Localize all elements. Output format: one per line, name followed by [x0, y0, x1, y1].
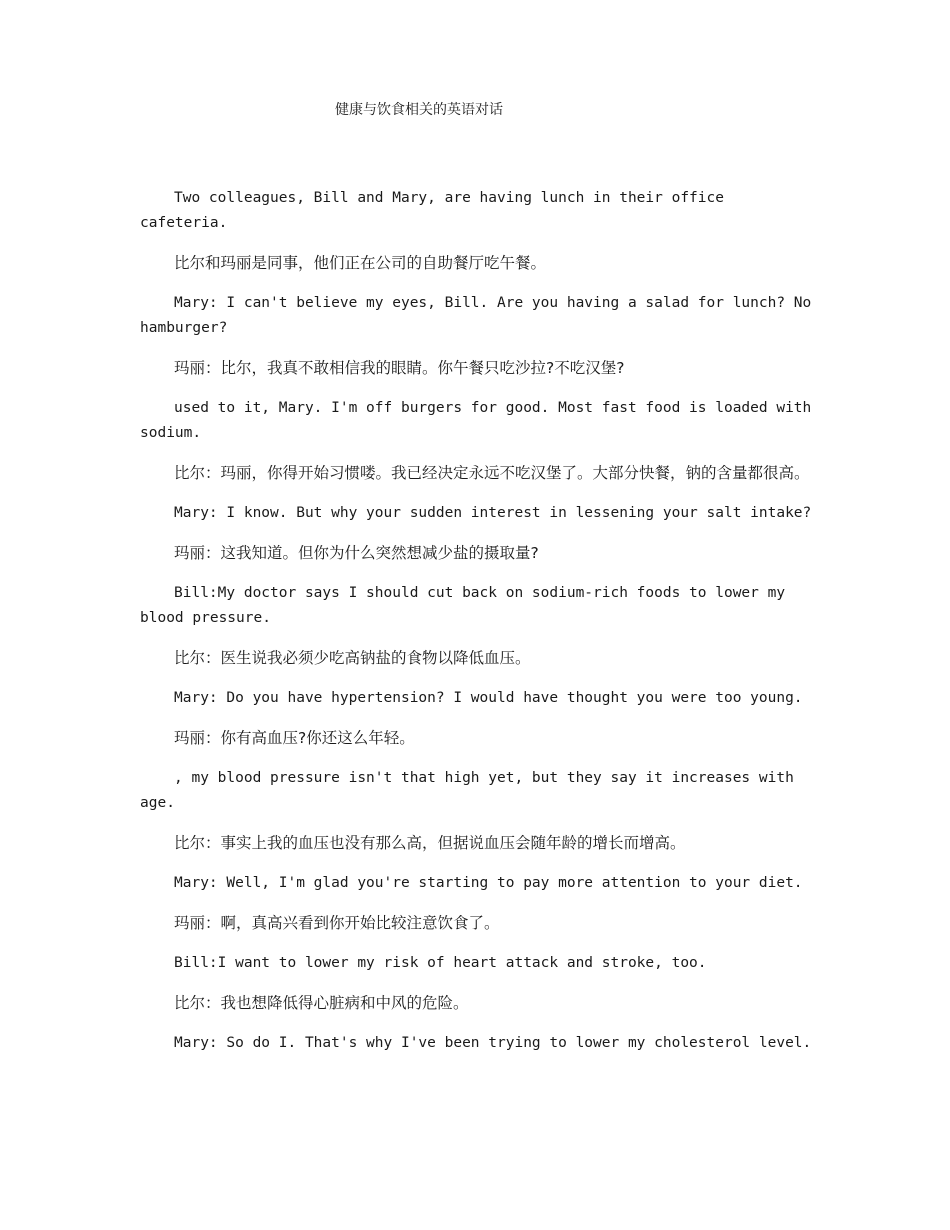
dialogue-paragraph-18: 比尔：我也想降低得心脏病和中风的危险。: [174, 994, 469, 1012]
dialogue-paragraph-10: 比尔：医生说我必须少吃高钠盐的食物以降低血压。: [174, 649, 531, 667]
dialogue-paragraph-16: 玛丽：啊，真高兴看到你开始比较注意饮食了。: [174, 914, 500, 932]
dialogue-paragraph-7: Mary: I know. But why your sudden interest in lessening your salt intake?: [174, 505, 812, 521]
dialogue-paragraph-1: Two colleagues, Bill and Mary, are having lunch in their office cafeteria.: [140, 190, 724, 231]
dialogue-paragraph-3: Mary: I can't believe my eyes, Bill. Are you having a salad for lunch? No hamburger?: [140, 295, 812, 336]
dialogue-paragraph-4: 玛丽：比尔，我真不敢相信我的眼睛。你午餐只吃沙拉?不吃汉堡?: [174, 359, 625, 377]
document-title: 健康与饮食相关的英语对话: [335, 102, 503, 118]
dialogue-paragraph-19: Mary: So do I. That's why I've been trying to lower my cholesterol level.: [174, 1035, 812, 1051]
dialogue-paragraph-14: 比尔：事实上我的血压也没有那么高，但据说血压会随年龄的增长而增高。: [174, 834, 686, 852]
dialogue-paragraph-2: 比尔和玛丽是同事，他们正在公司的自助餐厅吃午餐。: [174, 254, 547, 272]
dialogue-paragraph-5: used to it, Mary. I'm off burgers for good. Most fast food is loaded with sodium.: [140, 400, 812, 441]
dialogue-paragraph-6: 比尔：玛丽，你得开始习惯喽。我已经决定永远不吃汉堡了。大部分快餐，钠的含量都很高。: [174, 464, 810, 482]
dialogue-paragraph-8: 玛丽：这我知道。但你为什么突然想减少盐的摄取量?: [174, 544, 539, 562]
dialogue-paragraph-11: Mary: Do you have hypertension? I would have thought you were too young.: [174, 690, 803, 706]
dialogue-paragraph-9: Bill:My doctor says I should cut back on sodium-rich foods to lower my blood pressure.: [140, 585, 786, 626]
dialogue-paragraph-15: Mary: Well, I'm glad you're starting to pay more attention to your diet.: [174, 875, 803, 891]
dialogue-paragraph-17: Bill:I want to lower my risk of heart attack and stroke, too.: [174, 955, 707, 971]
dialogue-paragraph-12: 玛丽：你有高血压?你还这么年轻。: [174, 729, 415, 747]
dialogue-body: [140, 186, 812, 1071]
dialogue-paragraph-13: , my blood pressure isn't that high yet, but they say it increases with age.: [140, 770, 794, 811]
